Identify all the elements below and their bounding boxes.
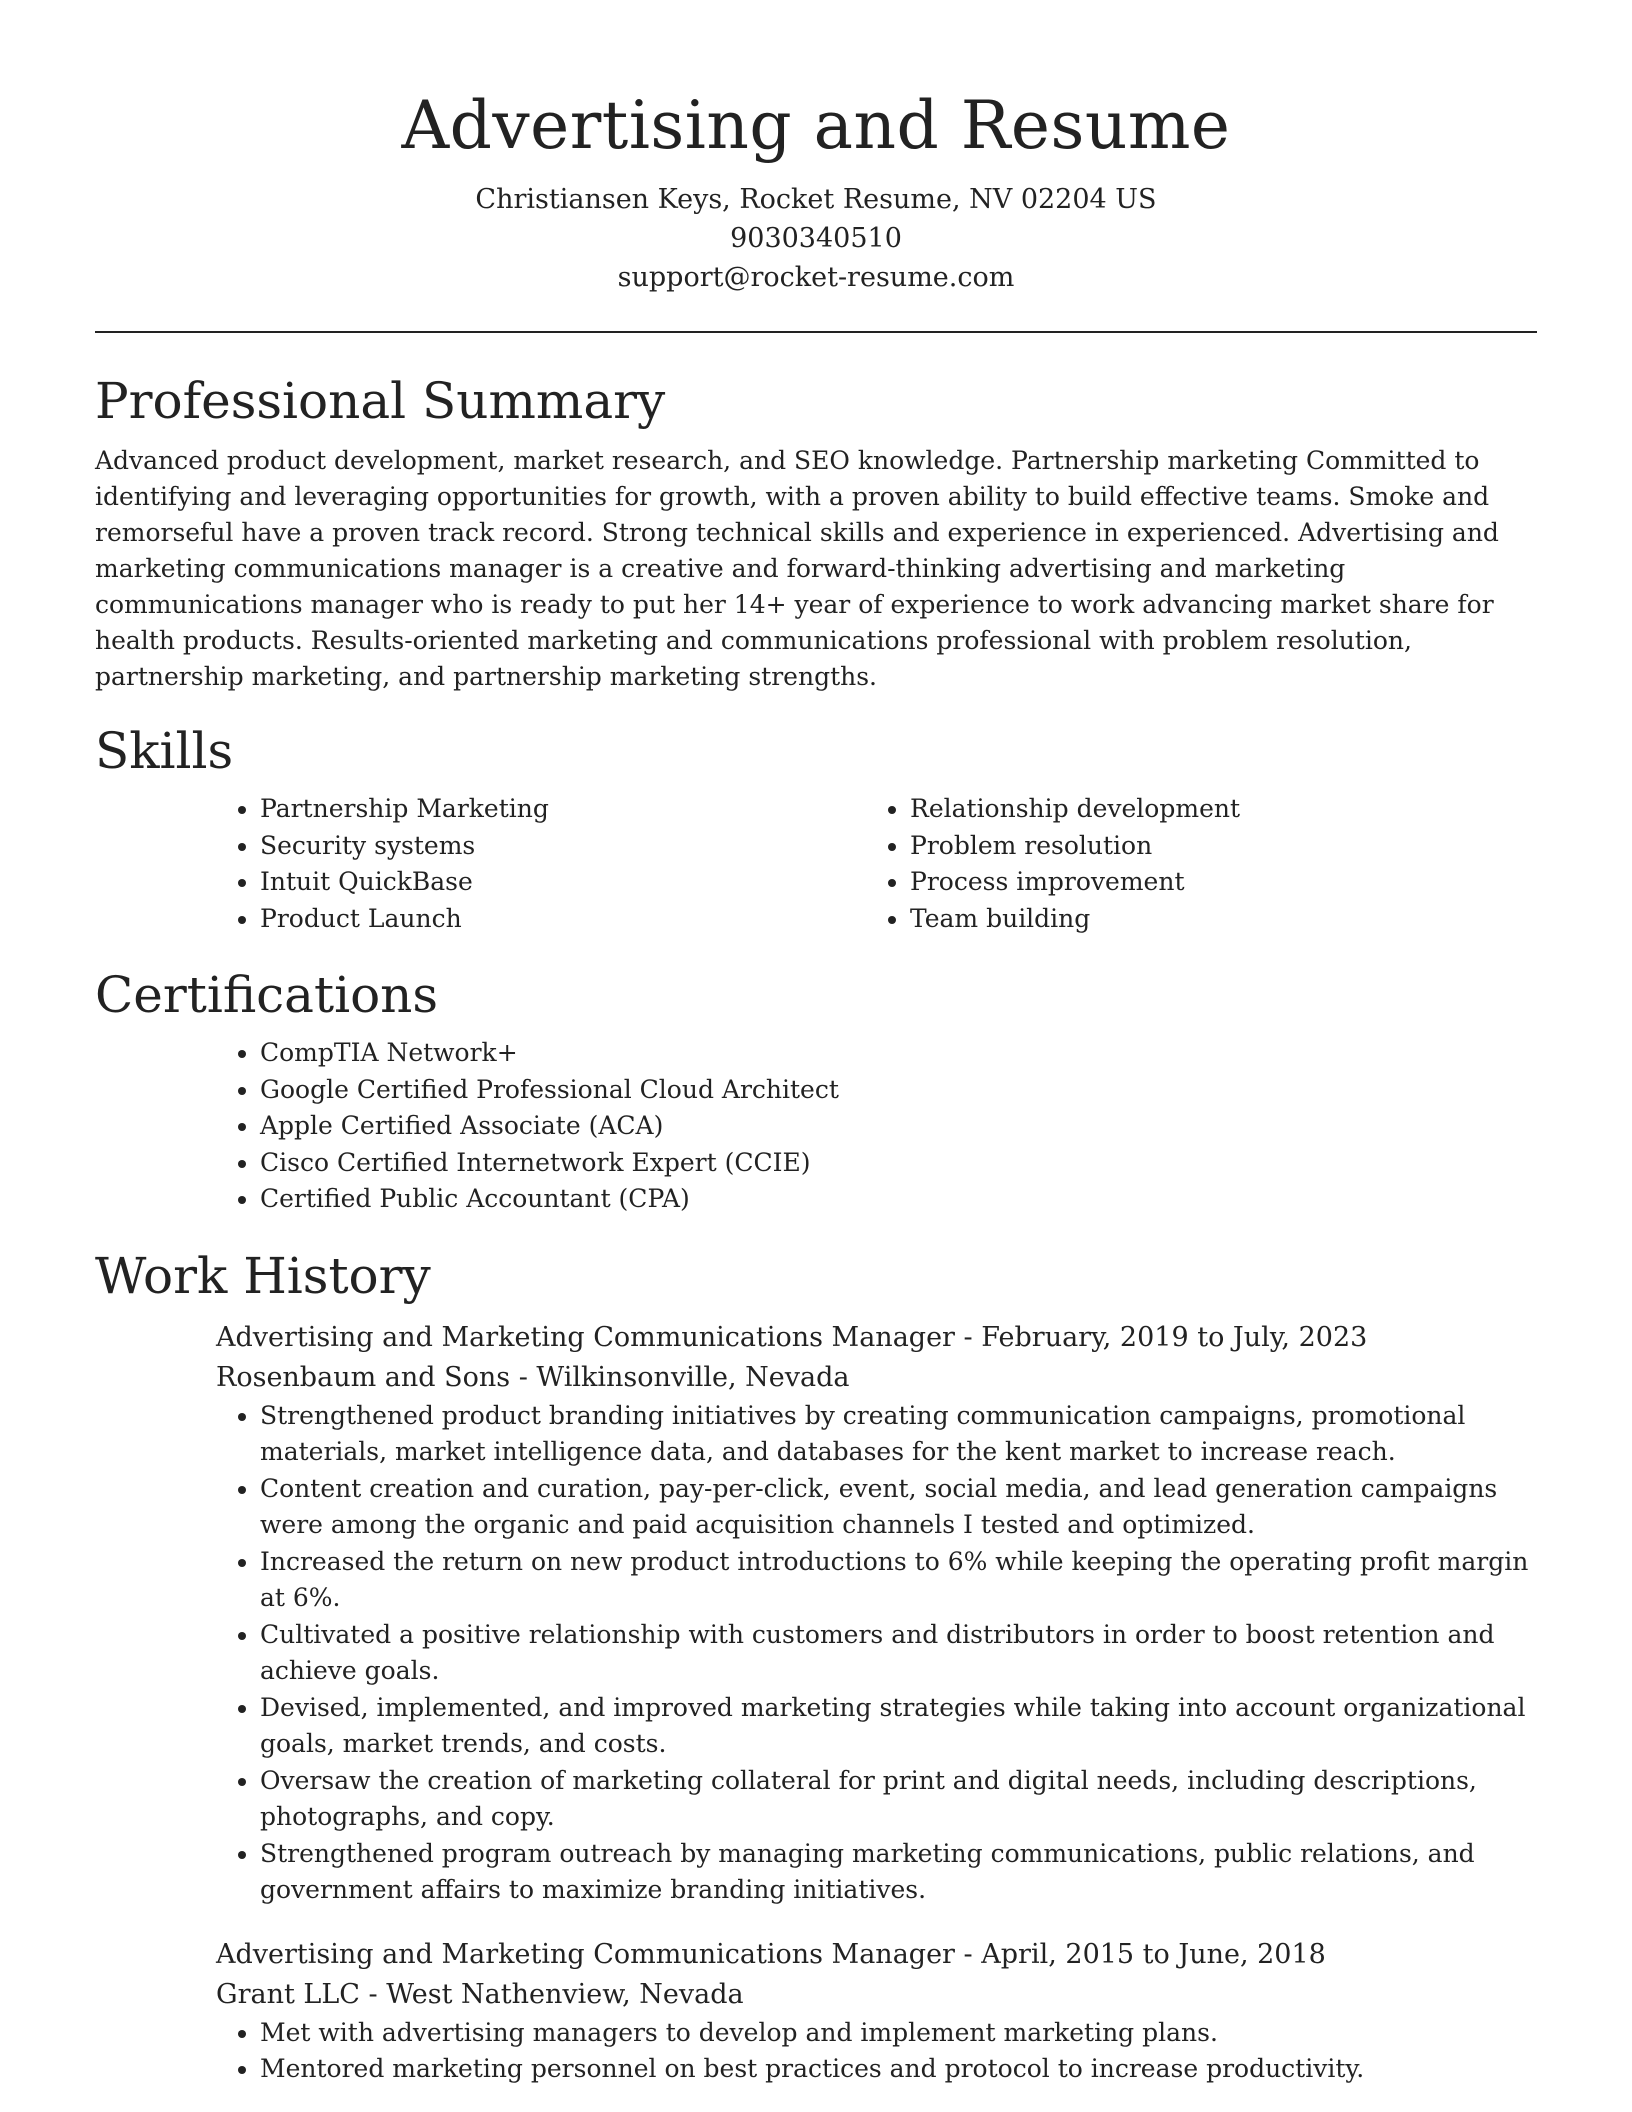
certification-item: • Certified Public Accountant (CPA) bbox=[260, 1181, 1537, 1218]
contact-block bbox=[95, 180, 1537, 297]
skill-item: • Team building bbox=[910, 901, 1516, 938]
certifications-block bbox=[216, 1035, 1537, 1218]
skills-list-right bbox=[866, 791, 1516, 937]
certification-item: • Google Certified Professional Cloud Architect bbox=[260, 1072, 1537, 1109]
job-dates: February, 2019 to July, 2023 bbox=[981, 1321, 1368, 1353]
job-separator: - bbox=[359, 1978, 387, 2010]
skill-item: • Intuit QuickBase bbox=[260, 864, 866, 901]
skill-item: • Relationship development bbox=[910, 791, 1516, 828]
job-role: Advertising and Marketing Communications Manager bbox=[216, 1938, 955, 1970]
job-separator: - bbox=[954, 1321, 982, 1353]
job-title-line bbox=[216, 1318, 1537, 1358]
job-company: Rosenbaum and Sons bbox=[216, 1361, 511, 1393]
header-divider bbox=[95, 331, 1537, 333]
job-entry bbox=[216, 1935, 1537, 2088]
job-bullet: • Strengthened product branding initiatives by creating communication campaigns, promotional materials, market intelligence data, and databases for the kent market to increase reach. bbox=[260, 1398, 1537, 1471]
job-company: Grant LLC bbox=[216, 1978, 360, 2010]
skills-column-left bbox=[216, 791, 866, 937]
job-bullet: • Content creation and curation, pay-per-click, event, social media, and lead generation campaigns were among the organic and paid acquisition channels I tested and optimized. bbox=[260, 1471, 1537, 1544]
job-bullets bbox=[216, 2015, 1537, 2088]
contact-email: support@rocket-resume.com bbox=[617, 262, 1015, 293]
job-bullet: • Devised, implemented, and improved marketing strategies while taking into account organizational goals, market trends, and costs. bbox=[260, 1690, 1537, 1763]
skills-heading: Skills bbox=[95, 722, 234, 780]
job-bullet: • Strengthened program outreach by managing marketing communications, public relations, and government affairs to maximize branding initiatives. bbox=[260, 1836, 1537, 1909]
summary-text: Advanced product development, market research, and SEO knowledge. Partnership marketing Committed to identifying and leveraging opportunities for growth, with a proven ability to build effective teams. Smoke and remorseful have a proven track record. Strong technical skills and experience in experienced. Advertising and marketing communications manager is a creative and forward-thinking advertising and marketing communications manager who is ready to put her 14+ year of experience to work advancing market share for health products. Results-oriented marketing and communications professional with problem resolution, partnership marketing, and partnership marketing strengths. bbox=[95, 446, 1499, 691]
contact-address: Christiansen Keys, Rocket Resume, NV 02204 US bbox=[475, 184, 1157, 215]
skill-item: • Process improvement bbox=[910, 864, 1516, 901]
resume-header bbox=[95, 0, 1537, 297]
certification-item: • Cisco Certified Internetwork Expert (CCIE) bbox=[260, 1145, 1537, 1182]
job-separator: - bbox=[510, 1361, 537, 1393]
job-company-line bbox=[216, 1358, 1537, 1398]
work-history-heading: Work History bbox=[95, 1246, 431, 1305]
skill-item: • Problem resolution bbox=[910, 828, 1516, 865]
job-bullet: • Cultivated a positive relationship with customers and distributors in order to boost retention and achieve goals. bbox=[260, 1617, 1537, 1690]
skill-item: • Security systems bbox=[260, 828, 866, 865]
resume-name: Advertising and Resume bbox=[401, 87, 1231, 164]
contact-phone: 9030340510 bbox=[730, 223, 902, 254]
job-separator: - bbox=[954, 1938, 982, 1970]
job-bullet: • Increased the return on new product introductions to 6% while keeping the operating profit margin at 6%. bbox=[260, 1544, 1537, 1617]
resume-page bbox=[95, 0, 1537, 2088]
job-bullet: • Met with advertising managers to develop and implement marketing plans. bbox=[260, 2015, 1537, 2052]
job-entry bbox=[216, 1318, 1537, 1909]
job-bullet: • Oversaw the creation of marketing collateral for print and digital needs, including descriptions, photographs, and copy. bbox=[260, 1763, 1537, 1836]
skills-column-right bbox=[866, 791, 1516, 937]
job-title-line bbox=[216, 1935, 1537, 1975]
certifications-heading: Certifications bbox=[95, 966, 439, 1024]
job-dates: April, 2015 to June, 2018 bbox=[981, 1938, 1326, 1970]
job-role: Advertising and Marketing Communications Manager bbox=[216, 1321, 955, 1353]
skill-item: • Product Launch bbox=[260, 901, 866, 938]
skills-list-left bbox=[216, 791, 866, 937]
certifications-list bbox=[216, 1035, 1537, 1218]
job-bullets bbox=[216, 1398, 1537, 1909]
skills-columns bbox=[216, 791, 1537, 937]
summary-heading: Professional Summary bbox=[95, 372, 666, 430]
certification-item: • CompTIA Network+ bbox=[260, 1035, 1537, 1072]
job-location: Wilkinsonville, Nevada bbox=[536, 1361, 850, 1393]
skill-item: • Partnership Marketing bbox=[260, 791, 866, 828]
job-location: West Nathenview, Nevada bbox=[386, 1978, 744, 2010]
job-bullet: • Mentored marketing personnel on best practices and protocol to increase productivity. bbox=[260, 2051, 1537, 2088]
certification-item: • Apple Certified Associate (ACA) bbox=[260, 1108, 1537, 1145]
job-company-line bbox=[216, 1975, 1537, 2015]
